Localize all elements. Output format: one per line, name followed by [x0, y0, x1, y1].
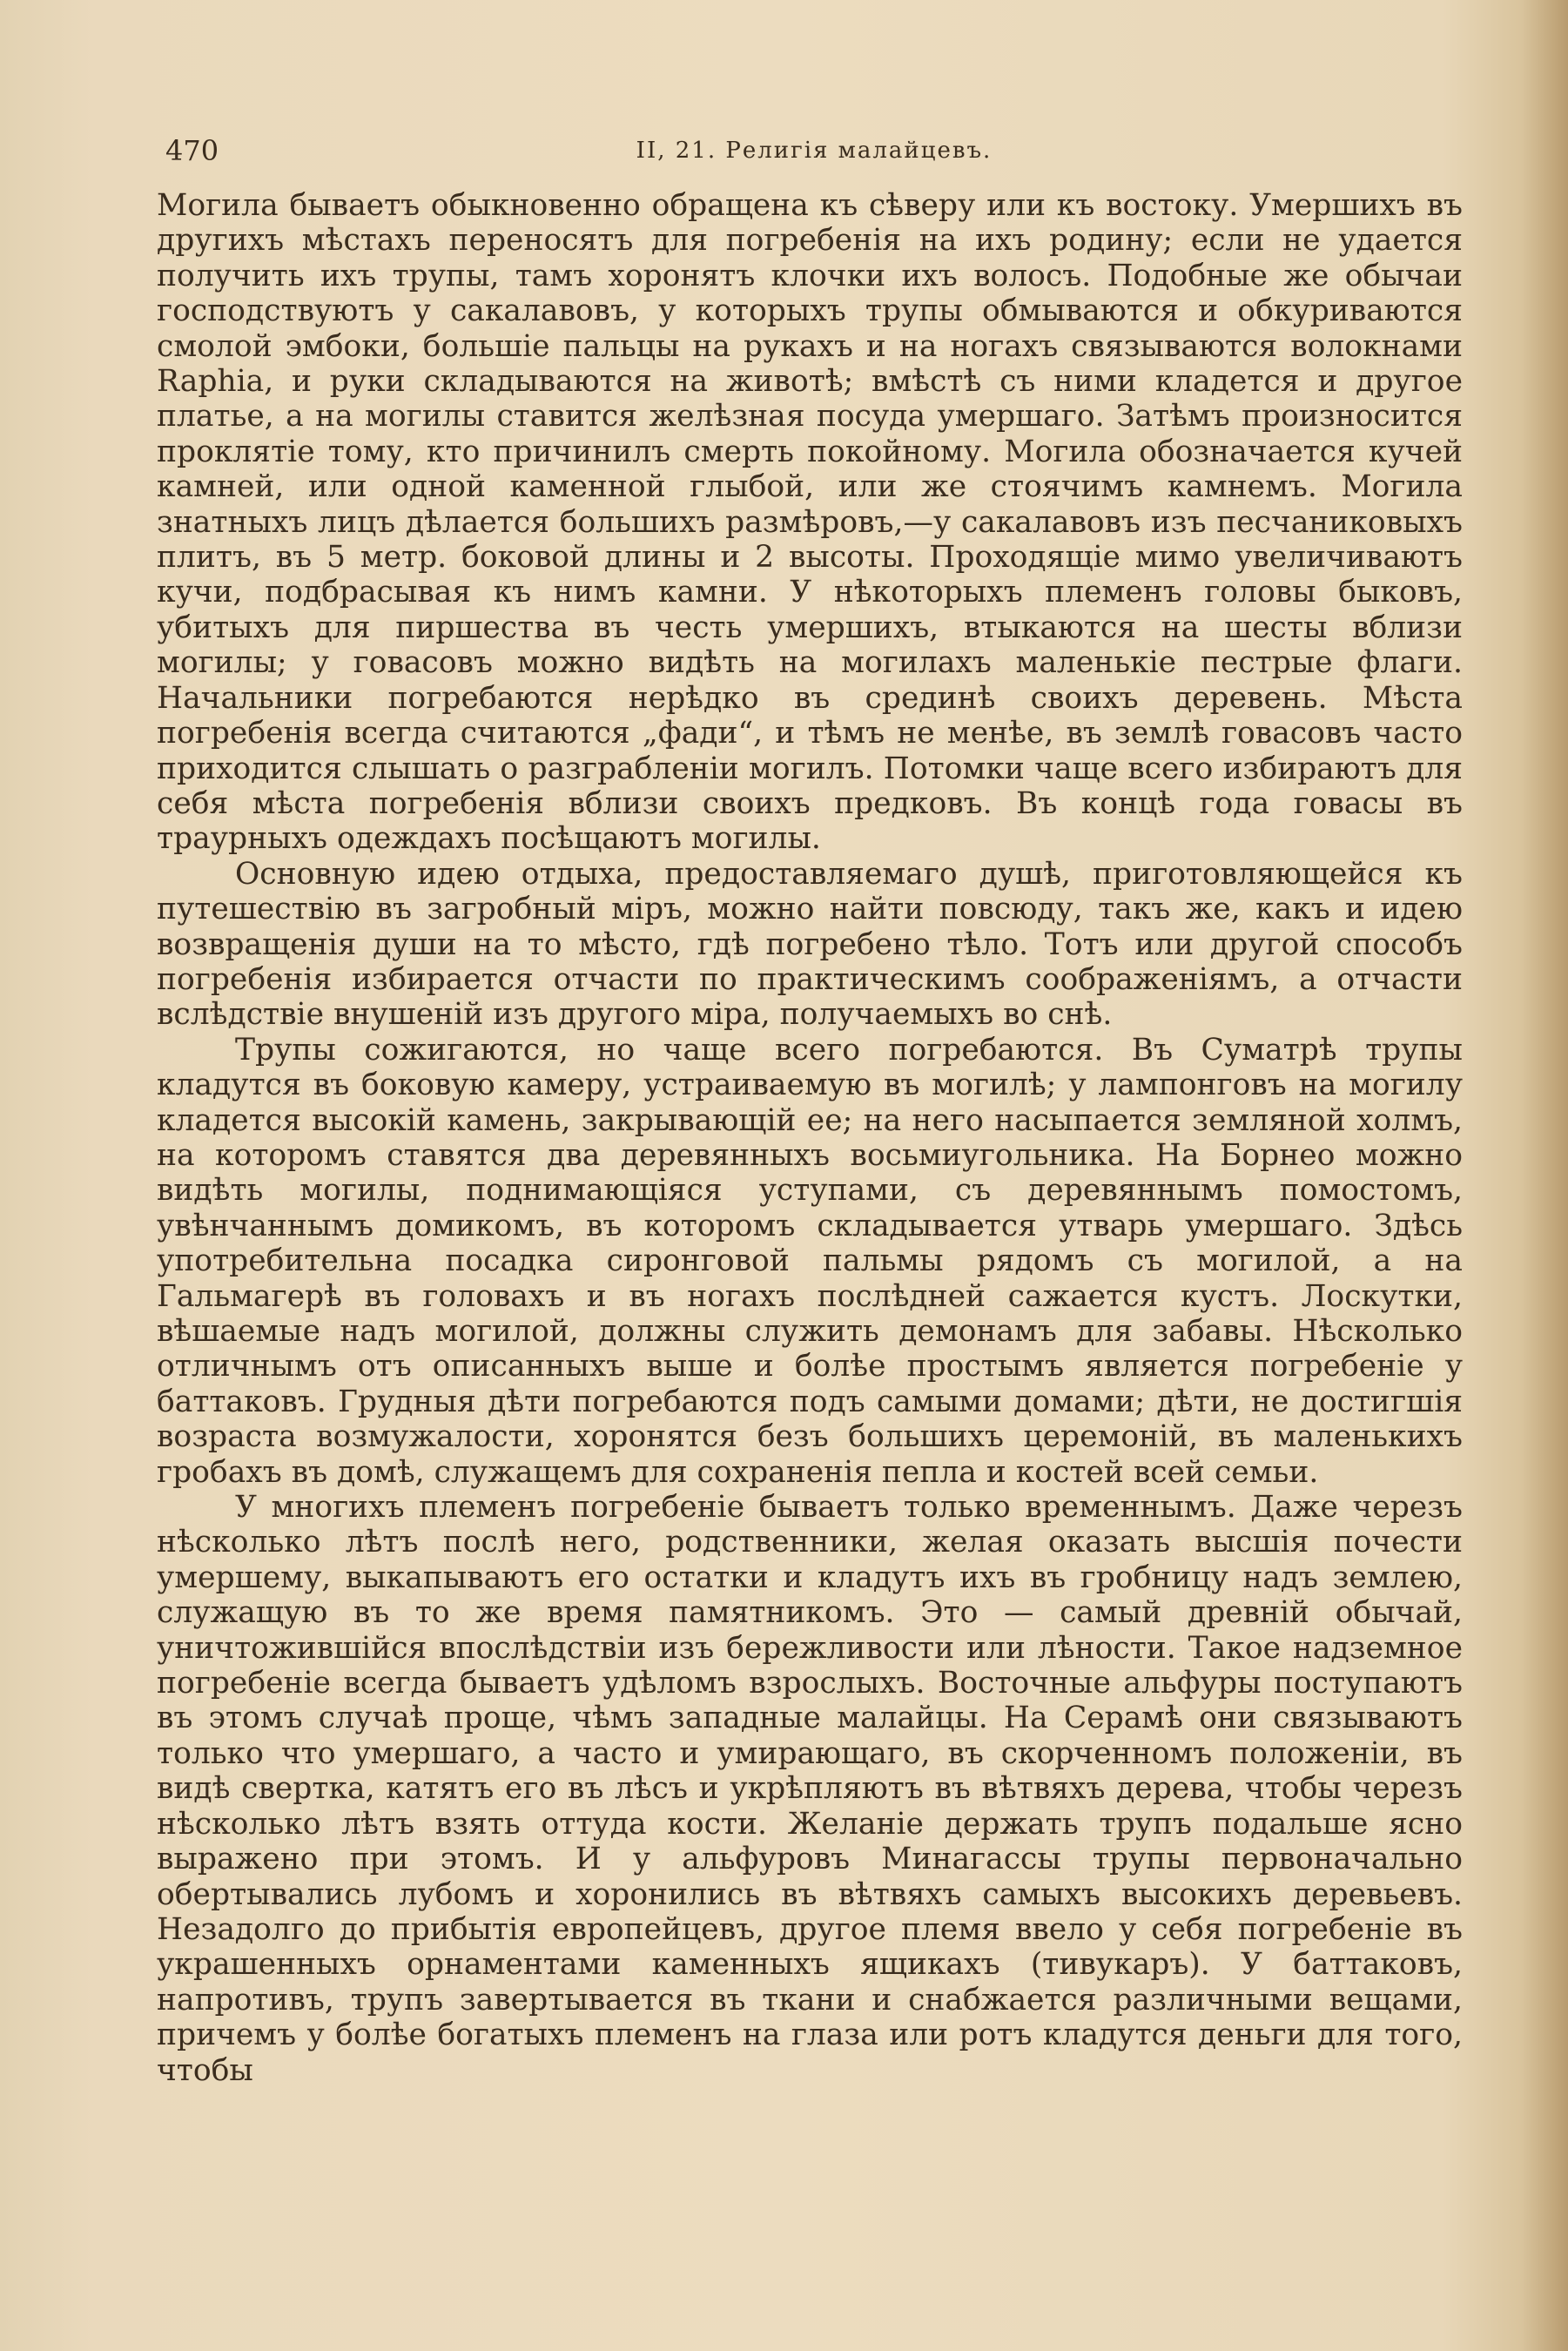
paragraph: Трупы сожигаются, но чаще всего погребаются. Въ Суматрѣ трупы кладутся въ боковую камеру, устраиваемую въ могилѣ; у лампонговъ на могилу кладется высокій камень, закрывающій ее; на него насыпается земляной холмъ, на которомъ ставятся два деревянныхъ восьмиугольника. На Борнео можно видѣть могилы, поднимающіяся уступами, съ деревяннымъ помостомъ, увѣнчаннымъ домикомъ, въ которомъ складывается утварь умершаго. Здѣсь употребительна посадка сиронговой пальмы рядомъ съ могилой, а на Гальмагерѣ въ головахъ и въ ногахъ послѣдней сажается кустъ. Лоскутки, вѣшаемые надъ могилой, должны служить демонамъ для забавы. Нѣсколько отличнымъ отъ описанныхъ выше и болѣе простымъ является погребеніе у баттаковъ. Грудныя дѣти погребаются подъ самыми домами; дѣти, не достигшія возраста возмужалости, хоронятся безъ большихъ церемоній, въ маленькихъ гробахъ въ домѣ, служащемъ для сохраненія пепла и костей всей семьи. — [157, 1032, 1463, 1490]
paragraph: У многихъ племенъ погребеніе бываетъ только временнымъ. Даже черезъ нѣсколько лѣтъ послѣ него, родственники, желая оказать высшія почести умершему, выкапываютъ его остатки и кладутъ ихъ въ гробницу надъ землею, служащую въ то же время памятникомъ. Это — самый древній обычай, уничтожившійся впослѣдствіи изъ бережливости или лѣности. Такое надземное погребеніе всегда бываетъ удѣломъ взрослыхъ. Восточные альфуры поступаютъ въ этомъ случаѣ проще, чѣмъ западные малайцы. На Серамѣ они связываютъ только что умершаго, а часто и умирающаго, въ скорченномъ положеніи, въ видѣ свертка, катятъ его въ лѣсъ и укрѣпляютъ въ вѣтвяхъ дерева, чтобы черезъ нѣсколько лѣтъ взять оттуда кости. Желаніе держать трупъ подальше ясно выражено при этомъ. И у альфуровъ Минагассы трупы первоначально обертывались лубомъ и хоронились въ вѣтвяхъ самыхъ высокихъ деревьевъ. Незадолго до прибытія европейцевъ, другое племя ввело у себя погребеніе въ украшенныхъ орнаментами каменныхъ ящикахъ (тивукаръ). У баттаковъ, напротивъ, трупъ завертывается въ ткани и снабжается различными вещами, причемъ у болѣе богатыхъ племенъ на глаза или ротъ кладутся деньги для того, чтобы — [157, 1490, 1463, 2088]
body-text — [157, 188, 1463, 2088]
page-header — [165, 131, 1463, 171]
page-number: 470 — [165, 134, 219, 167]
running-head: II, 21. Религія малайцевъ. — [636, 138, 993, 164]
paragraph: Могила бываетъ обыкновенно обращена къ сѣверу или къ востоку. Умершихъ въ другихъ мѣстахъ переносятъ для погребенія на ихъ родину; если не удается получить ихъ трупы, тамъ хоронятъ клочки ихъ волосъ. Подобные же обычаи господствуютъ у сакалавовъ, у которыхъ трупы обмываются и обкуриваются смолой эмбоки, большіе пальцы на рукахъ и на ногахъ связываются волокнами Raphia, и руки складываются на животѣ; вмѣстѣ съ ними кладется и другое платье, а на могилы ставится желѣзная посуда умершаго. Затѣмъ произносится проклятіе тому, кто причинилъ смерть покойному. Могила обозначается кучей камней, или одной каменной глыбой, или же стоячимъ камнемъ. Могила знатныхъ лицъ дѣлается большихъ размѣровъ,—у сакалавовъ изъ песчаниковыхъ плитъ, въ 5 метр. боковой длины и 2 высоты. Проходящіе мимо увеличиваютъ кучи, подбрасывая къ нимъ камни. У нѣкоторыхъ племенъ головы быковъ, убитыхъ для пиршества въ честь умершихъ, втыкаются на шесты вблизи могилы; у говасовъ можно видѣть на могилахъ маленькіе пестрые флаги. Начальники погребаются нерѣдко въ срединѣ своихъ деревень. Мѣста погребенія всегда считаются „фади“, и тѣмъ не менѣе, въ землѣ говасовъ часто приходится слышать о разграбленіи могилъ. Потомки чаще всего избираютъ для себя мѣста погребенія вблизи своихъ предковъ. Въ концѣ года говасы въ траурныхъ одеждахъ посѣщаютъ могилы. — [157, 188, 1463, 857]
paragraph: Основную идею отдыха, предоставляемаго душѣ, приготовляющейся къ путешествію въ загробный міръ, можно найти повсюду, такъ же, какъ и идею возвращенія души на то мѣсто, гдѣ погребено тѣло. Тотъ или другой способъ погребенія избирается отчасти по практическимъ соображеніямъ, а отчасти вслѣдствіе внушеній изъ другого міра, получаемыхъ во снѣ. — [157, 856, 1463, 1033]
